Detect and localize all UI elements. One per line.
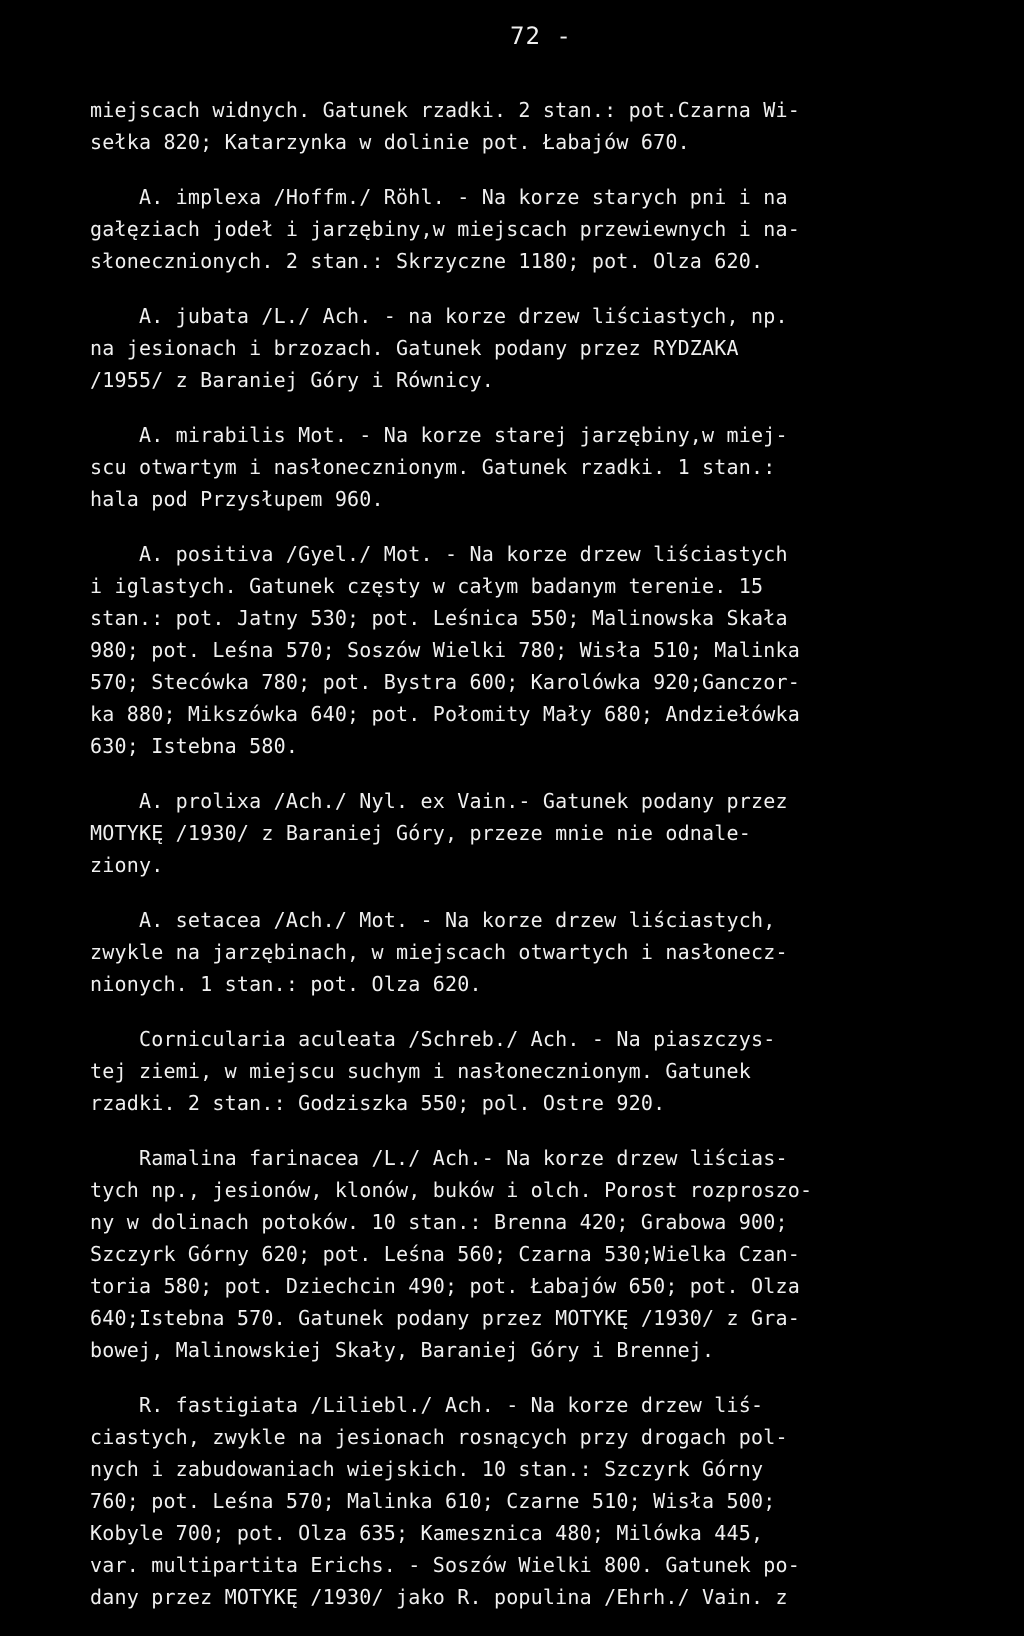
text-line: A. prolixa /Ach./ Nyl. ex Vain.- Gatunek podany przez xyxy=(90,789,788,813)
text-line: A. setacea /Ach./ Mot. - Na korze drzew liściastych, xyxy=(90,908,776,932)
paragraph xyxy=(90,1142,950,1366)
text-line: nionych. 1 stan.: pot. Olza 620. xyxy=(90,972,482,996)
text-line: tej ziemi, w miejscu suchym i nasłonecznionym. Gatunek xyxy=(90,1059,752,1083)
paragraph xyxy=(90,1389,950,1613)
text-line: dany przez MOTYKĘ /1930/ jako R. populina /Ehrh./ Vain. z xyxy=(90,1585,788,1609)
page-number: 72 - xyxy=(510,22,572,50)
text-line: 980; pot. Leśna 570; Soszów Wielki 780; Wisła 510; Malinka xyxy=(90,638,800,662)
text-line: stan.: pot. Jatny 530; pot. Leśnica 550; Malinowska Skała xyxy=(90,606,788,630)
text-line: A. jubata /L./ Ach. - na korze drzew liściastych, np. xyxy=(90,304,788,328)
text-line: ny w dolinach potoków. 10 stan.: Brenna 420; Grabowa 900; xyxy=(90,1210,788,1234)
text-line: zwykle na jarzębinach, w miejscach otwartych i nasłonecz- xyxy=(90,940,788,964)
text-line: gałęziach jodeł i jarzębiny,w miejscach przewiewnych i na- xyxy=(90,217,800,241)
text-line: hala pod Przysłupem 960. xyxy=(90,487,384,511)
text-line: 570; Stecówka 780; pot. Bystra 600; Karolówka 920;Ganczor- xyxy=(90,670,800,694)
paragraph xyxy=(90,1023,950,1119)
text-line: ciastych, zwykle na jesionach rosnących przy drogach pol- xyxy=(90,1425,788,1449)
text-line: 760; pot. Leśna 570; Malinka 610; Czarne 510; Wisła 500; xyxy=(90,1489,776,1513)
text-line: var. multipartita Erichs. - Soszów Wielki 800. Gatunek po- xyxy=(90,1553,800,1577)
document-body xyxy=(90,94,950,1636)
text-line: A. positiva /Gyel./ Mot. - Na korze drzew liściastych xyxy=(90,542,788,566)
text-line: Cornicularia aculeata /Schreb./ Ach. - Na piaszczys- xyxy=(90,1027,776,1051)
text-line: bowej, Malinowskiej Skały, Baraniej Góry i Brennej. xyxy=(90,1338,715,1362)
text-line: miejscach widnych. Gatunek rzadki. 2 stan.: pot.Czarna Wi- xyxy=(90,98,800,122)
text-line: 640;Istebna 570. Gatunek podany przez MOTYKĘ /1930/ z Gra- xyxy=(90,1306,800,1330)
text-line: A. mirabilis Mot. - Na korze starej jarzębiny,w miej- xyxy=(90,423,788,447)
text-line: Kobyle 700; pot. Olza 635; Kamesznica 480; Milówka 445, xyxy=(90,1521,764,1545)
text-line: na jesionach i brzozach. Gatunek podany przez RYDZAKA xyxy=(90,336,739,360)
text-line: A. implexa /Hoffm./ Röhl. - Na korze starych pni i na xyxy=(90,185,788,209)
text-line: sełka 820; Katarzynka w dolinie pot. Łabajów 670. xyxy=(90,130,690,154)
paragraph xyxy=(90,181,950,277)
text-line: toria 580; pot. Dziechcin 490; pot. Łabajów 650; pot. Olza xyxy=(90,1274,800,1298)
text-line: nych i zabudowaniach wiejskich. 10 stan.: Szczyrk Górny xyxy=(90,1457,764,1481)
paragraph xyxy=(90,904,950,1000)
text-line: 630; Istebna 580. xyxy=(90,734,299,758)
text-line: ka 880; Mikszówka 640; pot. Połomity Mały 680; Andziełówka xyxy=(90,702,800,726)
text-line: rzadki. 2 stan.: Godziszka 550; pol. Ostre 920. xyxy=(90,1091,666,1115)
paragraph xyxy=(90,785,950,881)
text-line: ziony. xyxy=(90,853,164,877)
text-line: scu otwartym i nasłonecznionym. Gatunek rzadki. 1 stan.: xyxy=(90,455,776,479)
paragraph xyxy=(90,94,950,158)
text-line: Ramalina farinacea /L./ Ach.- Na korze drzew liścias- xyxy=(90,1146,788,1170)
text-line: Szczyrk Górny 620; pot. Leśna 560; Czarna 530;Wielka Czan- xyxy=(90,1242,800,1266)
text-line: R. fastigiata /Liliebl./ Ach. - Na korze drzew liś- xyxy=(90,1393,764,1417)
text-line: /1955/ z Baraniej Góry i Równicy. xyxy=(90,368,494,392)
text-line: tych np., jesionów, klonów, buków i olch. Porost rozproszo- xyxy=(90,1178,813,1202)
text-line: MOTYKĘ /1930/ z Baraniej Góry, przeze mnie nie odnale- xyxy=(90,821,752,845)
text-line: słonecznionych. 2 stan.: Skrzyczne 1180; pot. Olza 620. xyxy=(90,249,764,273)
paragraph xyxy=(90,300,950,396)
paragraph xyxy=(90,419,950,515)
paragraph xyxy=(90,538,950,762)
text-line: i iglastych. Gatunek częsty w całym badanym terenie. 15 xyxy=(90,574,764,598)
